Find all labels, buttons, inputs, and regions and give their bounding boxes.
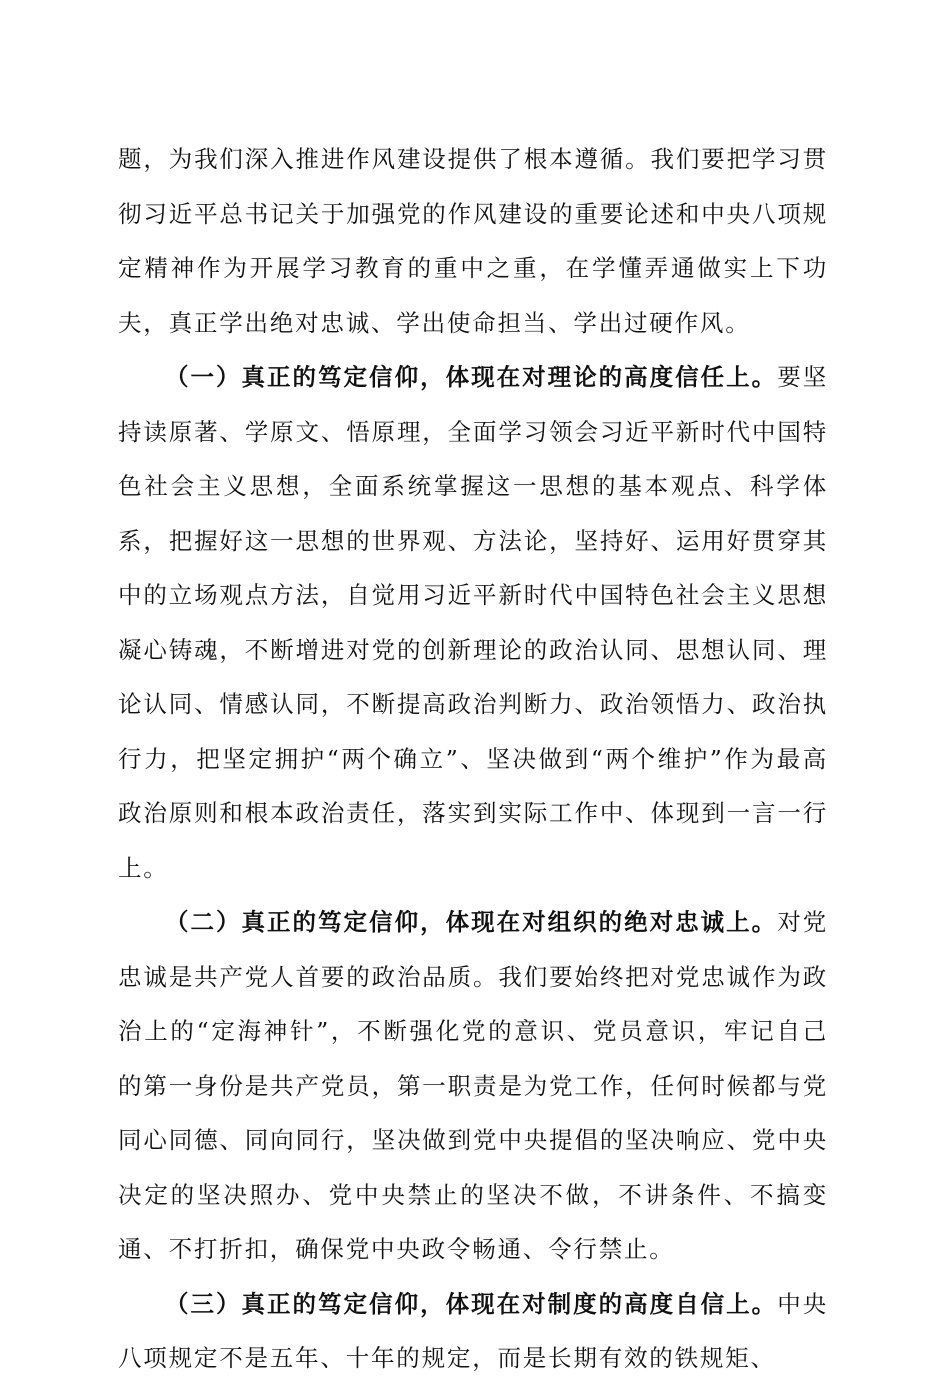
- section-heading: （二）真正的笃定信仰，体现在对组织的绝对忠诚上。: [165, 908, 778, 936]
- section-heading: （一）真正的笃定信仰，体现在对理论的高度信任上。: [165, 363, 778, 391]
- paragraph-section-1: [118, 350, 828, 895]
- paragraph-body: 要坚持读原著、学原文、悟原理，全面学习领会习近平新时代中国特色社会主义思想，全面系统掌握这一思想的基本观点、科学体系，把握好这一思想的世界观、方法论，坚持好、运用好贯穿其中的立场观点方法，自觉用习近平新时代中国特色社会主义思想凝心铸魂，不断增进对党的创新理论的政治认同、思想认同、理论认同、情感认同，不断提高政治判断力、政治领悟力、政治执行力，把坚定拥护“两个确立”、坚决做到“两个维护”作为最高政治原则和根本政治责任，落实到实际工作中、体现到一言一行上。: [118, 363, 828, 882]
- document-body: [118, 132, 828, 1386]
- paragraph-body: 中央八项规定不是五年、十年的规定，而是长期有效的铁规矩、: [118, 1289, 828, 1372]
- paragraph-section-2: [118, 895, 828, 1277]
- section-heading: （三）真正的笃定信仰，体现在对制度的高度自信上。: [165, 1289, 778, 1318]
- paragraph-continuation: [118, 132, 828, 350]
- paragraph-body: 对党忠诚是共产党人首要的政治品质。我们要始终把对党忠诚作为政治上的“定海神针”，不断强化党的意识、党员意识，牢记自己的第一身份是共产党员，第一职责是为党工作，任何时候都与党同心同德、同向同行，坚决做到党中央提倡的坚决响应、党中央决定的坚决照办、党中央禁止的坚决不做，不讲条件、不搞变通、不打折扣，确保党中央政令畅通、令行禁止。: [118, 908, 828, 1263]
- paragraph-body: 题，为我们深入推进作风建设提供了根本遵循。我们要把学习贯彻习近平总书记关于加强党的作风建设的重要论述和中央八项规定精神作为开展学习教育的重中之重，在学懂弄通做实上下功夫，真正学出绝对忠诚、学出使命担当、学出过硬作风。: [118, 145, 828, 337]
- paragraph-section-3: [118, 1277, 828, 1386]
